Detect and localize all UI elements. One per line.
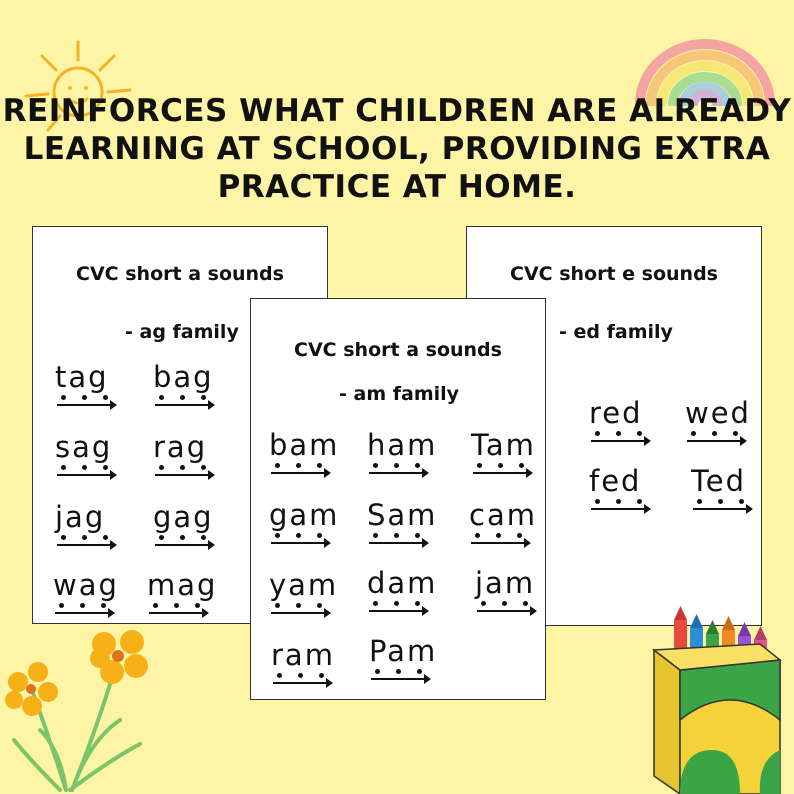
word-text: fed	[589, 464, 642, 498]
worksheet-title: CVC short a sounds	[76, 263, 284, 285]
word-card	[367, 499, 447, 553]
word-card	[269, 429, 349, 483]
word-card	[269, 569, 349, 623]
headline-line-2: LEARNING AT SCHOOL, PROVIDING EXTRA	[23, 131, 771, 167]
word-card	[475, 567, 546, 621]
word-card	[147, 569, 227, 623]
sound-dots	[55, 533, 135, 555]
headline	[0, 92, 794, 206]
sound-dots	[691, 497, 762, 519]
sound-dots	[269, 531, 349, 553]
worksheet-am-family	[250, 298, 546, 700]
worksheet-subtitle: - ed family	[559, 321, 673, 343]
word-text: rag	[153, 430, 208, 464]
sound-dots	[55, 393, 135, 415]
word-card	[153, 501, 233, 555]
flowers-icon	[0, 620, 170, 794]
word-card	[55, 431, 135, 485]
sound-dots	[685, 429, 762, 451]
sound-dots	[269, 461, 349, 483]
word-text: bag	[153, 360, 214, 394]
word-text: yam	[269, 568, 339, 602]
word-card	[367, 567, 447, 621]
worksheet-title: CVC short a sounds	[294, 339, 502, 361]
word-text: wag	[53, 568, 119, 602]
sound-dots	[589, 429, 669, 451]
crayon-box-icon	[640, 600, 790, 794]
worksheet-subtitle: - am family	[339, 383, 460, 405]
worksheet-title: CVC short e sounds	[510, 263, 718, 285]
worksheet-subtitle: - ag family	[125, 321, 239, 343]
word-text: gag	[153, 500, 214, 534]
sound-dots	[475, 599, 546, 621]
word-text: Sam	[367, 498, 438, 532]
sound-dots	[153, 533, 233, 555]
word-text: Pam	[369, 634, 438, 668]
sound-dots	[367, 461, 447, 483]
word-card	[471, 429, 546, 483]
word-text: Ted	[691, 464, 747, 498]
sound-dots	[471, 461, 546, 483]
sound-dots	[369, 667, 449, 689]
word-card	[589, 465, 669, 519]
word-text: jag	[55, 500, 106, 534]
word-text: tag	[55, 360, 109, 394]
word-text: red	[589, 396, 643, 430]
word-card	[691, 465, 762, 519]
word-card	[53, 569, 133, 623]
word-card	[153, 431, 233, 485]
headline-line-1: REINFORCES WHAT CHILDREN ARE ALREADY	[2, 93, 792, 129]
word-text: mag	[147, 568, 218, 602]
word-text: jam	[475, 566, 536, 600]
word-card	[469, 499, 546, 553]
word-text: dam	[367, 566, 438, 600]
word-card	[589, 397, 669, 451]
sound-dots	[367, 531, 447, 553]
sound-dots	[271, 671, 351, 693]
word-text: sag	[55, 430, 113, 464]
word-card	[269, 499, 349, 553]
word-card	[271, 639, 351, 693]
word-card	[367, 429, 447, 483]
sound-dots	[589, 497, 669, 519]
sound-dots	[269, 601, 349, 623]
word-card	[685, 397, 762, 451]
word-text: gam	[269, 498, 340, 532]
word-text: cam	[469, 498, 537, 532]
sound-dots	[153, 463, 233, 485]
word-card	[55, 501, 135, 555]
word-text: Tam	[471, 428, 536, 462]
sound-dots	[55, 463, 135, 485]
word-card	[369, 635, 449, 689]
headline-line-3: PRACTICE AT HOME.	[217, 169, 577, 205]
word-card	[153, 361, 233, 415]
word-text: bam	[269, 428, 340, 462]
word-card	[55, 361, 135, 415]
sound-dots	[469, 531, 546, 553]
sound-dots	[367, 599, 447, 621]
word-text: ham	[367, 428, 438, 462]
word-text: ram	[271, 638, 335, 672]
sound-dots	[153, 393, 233, 415]
word-text: wed	[685, 396, 751, 430]
